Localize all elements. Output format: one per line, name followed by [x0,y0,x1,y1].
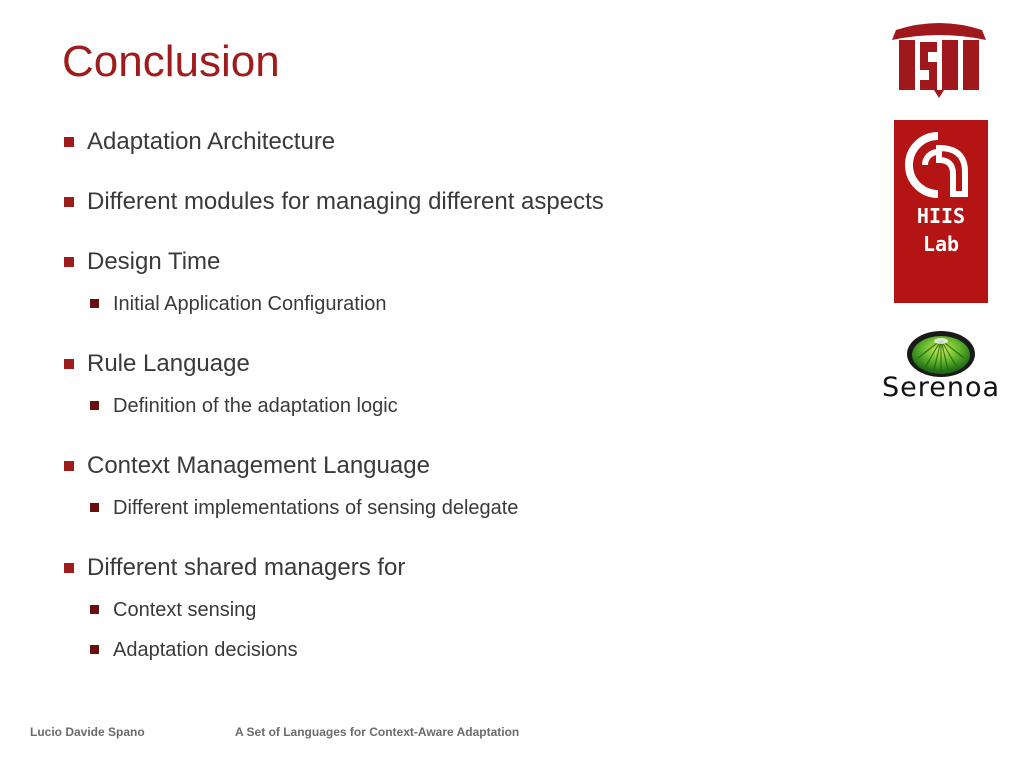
sub-bullet-context-sensing: Context sensing [62,592,842,630]
bullet-different-modules: Different modules for managing different aspects [62,178,842,226]
sub-bullet-adaptation-logic: Definition of the adaptation logic [62,388,842,426]
sub-bullet-sensing-delegate: Different implementations of sensing delegate [62,490,842,528]
slide-title: Conclusion [62,37,280,86]
footer-author: Lucio Davide Spano [30,725,145,739]
bullet-context-management-language: Context Management Language [62,442,842,490]
lab-label: Lab [922,232,960,256]
sub-list-shared-managers [62,592,842,670]
serenoa-globe-icon [866,328,1016,378]
hiis-label: HIIS [916,204,966,228]
bullet-shared-managers: Different shared managers for [62,544,842,592]
bullet-adaptation-architecture: Adaptation Architecture [62,118,842,166]
serenoa-logo [866,328,1016,406]
sub-bullet-adaptation-decisions: Adaptation decisions [62,632,842,670]
hiis-lab-logo [894,120,988,303]
isti-logo [890,18,988,100]
serenoa-wordmark: Serenoa [881,372,1001,403]
bullet-list [62,118,842,670]
footer-talk-title: A Set of Languages for Context-Aware Adaptation [235,725,520,739]
bullet-design-time: Design Time [62,238,842,286]
sub-list-context-management [62,490,842,528]
cnr-icon [903,130,973,200]
sub-bullet-initial-configuration: Initial Application Configuration [62,286,842,324]
sub-list-design-time [62,286,842,324]
sub-list-rule-language [62,388,842,426]
bullet-rule-language: Rule Language [62,340,842,388]
